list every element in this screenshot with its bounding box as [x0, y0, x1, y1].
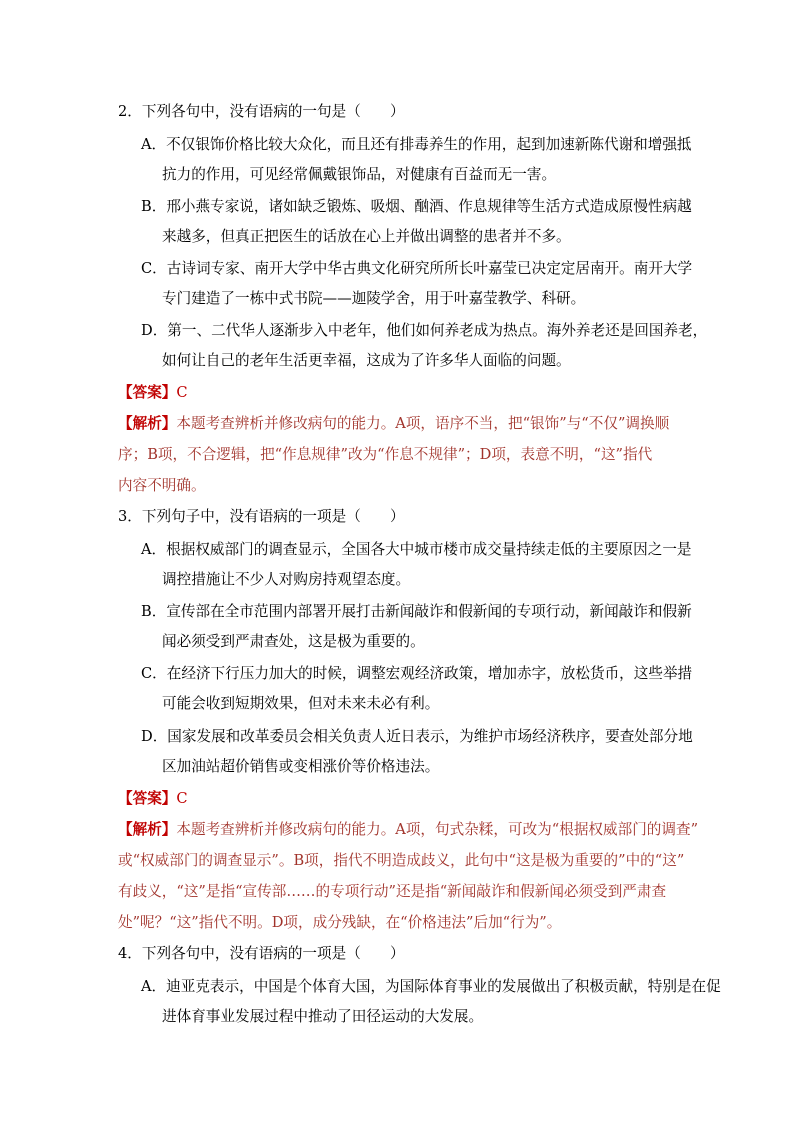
- q4-stem: 4．下列各句中，没有语病的一项是（ ）: [118, 945, 405, 962]
- analysis-tag: 【解析】: [118, 415, 177, 432]
- q3-analysis-cont: 有歧义，“这”是指“宣传部……的专项行动”还是指“新闻敲诈和假新闻必须受到严肃查: [118, 883, 667, 900]
- q2-stem: 2．下列各句中，没有语病的一句是（ ）: [118, 103, 405, 120]
- q2-option-a-cont: 抗力的作用，可见经常佩戴银饰品，对健康有百益而无一害。: [162, 166, 557, 183]
- analysis-tag: 【解析】: [118, 821, 177, 838]
- q2-analysis-cont: 序；B项，不合逻辑，把“作息规律”改为“作息不规律”；D项，表意不明，“这”指代: [118, 446, 653, 463]
- answer-tag: 【答案】: [118, 790, 177, 807]
- q3-analysis-cont: 处”呢？“这”指代不明。D项，成分残缺，在“价格违法”后加“行为”。: [118, 914, 562, 931]
- q2-option-c-cont: 专门建造了一栋中式书院——迦陵学舍，用于叶嘉莹教学、科研。: [162, 290, 586, 307]
- q3-option-c: C．在经济下行压力加大的时候，调整宏观经济政策，增加赤字，放松货币，这些举措: [141, 665, 693, 682]
- q4-option-a-cont: 进体育事业发展过程中推动了田径运动的大发展。: [162, 1008, 484, 1025]
- q3-option-b-cont: 闻必须受到严肃查处，这是极为重要的。: [162, 633, 425, 650]
- answer-tag: 【答案】: [118, 384, 177, 401]
- q2-analysis-cont: 内容不明确。: [118, 477, 206, 494]
- q2-option-c: C．古诗词专家、南开大学中华古典文化研究所所长叶嘉莹已决定定居南开。南开大学: [141, 260, 693, 277]
- q2-option-b: B．邢小燕专家说，诸如缺乏锻炼、吸烟、酗酒、作息规律等生活方式造成原慢性病越: [141, 198, 692, 215]
- q4-option-a: A．迪亚克表示，中国是个体育大国，为国际体育事业的发展做出了积极贡献，特别是在促: [141, 978, 721, 995]
- analysis-text: 本题考查辨析并修改病句的能力。A项，句式杂糅，可改为“根据权威部门的调查”: [176, 821, 699, 838]
- q2-answer: [118, 383, 188, 403]
- q3-option-a: A．根据权威部门的调查显示，全国各大中城市楼市成交量持续走低的主要原因之一是: [141, 541, 692, 558]
- q2-analysis: [118, 414, 669, 434]
- answer-value: C: [176, 384, 188, 401]
- q3-answer: [118, 789, 188, 809]
- q3-option-d-cont: 区加油站超价销售或变相涨价等价格违法。: [162, 758, 440, 775]
- q3-option-d: D．国家发展和改革委员会相关负责人近日表示，为维护市场经济秩序，要查处部分地: [141, 728, 693, 745]
- q3-option-a-cont: 调控措施让不少人对购房持观望态度。: [162, 571, 411, 588]
- answer-value: C: [176, 790, 188, 807]
- q3-option-c-cont: 可能会收到短期效果，但对未来未必有利。: [162, 695, 440, 712]
- q2-option-d: D．第一、二代华人逐渐步入中老年，他们如何养老成为热点。海外养老还是回国养老，: [141, 322, 708, 339]
- q3-analysis: [118, 820, 698, 840]
- q2-option-a: A．不仅银饰价格比较大众化，而且还有排毒养生的作用，起到加速新陈代谢和增强抵: [141, 136, 692, 153]
- q3-analysis-cont: 或“权威部门的调查显示”。B项，指代不明造成歧义，此句中“这是极为重要的”中的“这”: [118, 852, 685, 869]
- analysis-text: 本题考查辨析并修改病句的能力。A项，语序不当，把“银饰”与“不仅”调换顺: [176, 415, 670, 432]
- q3-stem: 3．下列句子中，没有语病的一项是（ ）: [118, 508, 405, 525]
- q3-option-b: B．宣传部在全市范围内部署开展打击新闻敲诈和假新闻的专项行动，新闻敲诈和假新: [141, 603, 692, 620]
- q2-option-b-cont: 来越多，但真正把医生的话放在心上并做出调整的患者并不多。: [162, 228, 571, 245]
- q2-option-d-cont: 如何让自己的老年生活更幸福，这成为了许多华人面临的问题。: [162, 352, 571, 369]
